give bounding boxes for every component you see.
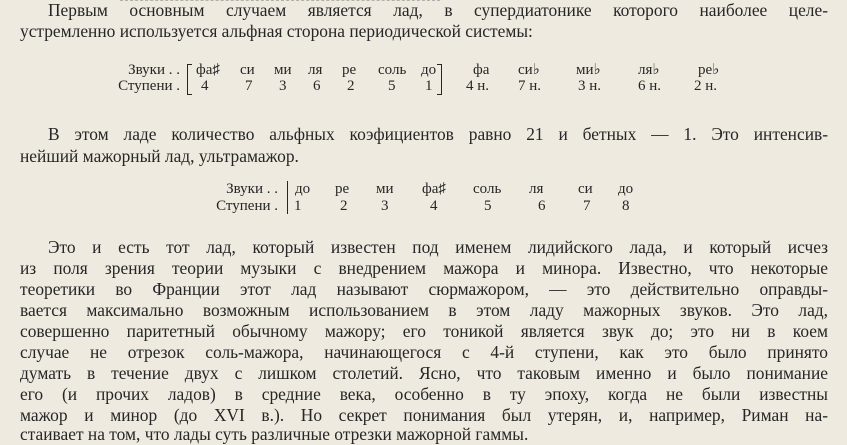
para2-line-1: В этом ладе количество альфных коэфициентов равно 21 и бетных — 1. Это интенсив- — [48, 124, 828, 144]
table2-sound: си — [578, 181, 593, 197]
table1-sound: си♭ — [518, 62, 540, 78]
table2-step: 4 — [430, 198, 438, 214]
table1-sound: ми♭ — [576, 62, 601, 78]
para3-line-7: думать в течение двух с лишком столетий. Ясно, что таковым именно и было понимание — [20, 363, 828, 383]
table1-sound: фа♯ — [196, 62, 220, 78]
table2-divider — [287, 181, 288, 214]
table2-sound: ля — [529, 181, 544, 197]
para1-line-1: Первым основным случаем является лад, в супердиатонике которого наиболее целе- — [48, 0, 828, 20]
table1-sound: ми — [274, 62, 292, 78]
table1-sound: ля — [308, 62, 323, 78]
para3-line-2: из поля зрения теории музыки с внедрением мажора и минора. Известно, что некоторые — [20, 258, 828, 278]
para3-line-4: вается максимально возможным использованием в этом ладу мажорных звуков. Это лад, — [20, 300, 828, 320]
table1-sound: до — [421, 62, 437, 78]
table1-sound: соль — [378, 62, 407, 78]
table2-step: 1 — [294, 198, 302, 214]
table1-step: 3 н. — [578, 78, 602, 94]
table1-left-bracket — [187, 64, 192, 95]
table1-sound: ля♭ — [638, 62, 660, 78]
table1-step: 5 — [388, 78, 396, 94]
table2-steps-label: Ступени . — [216, 198, 278, 214]
para3-line-6: случае не отрезок соль-мажора, начинающегося с 4-й ступени, как это было принято — [20, 342, 828, 362]
table1-step: 1 — [425, 78, 433, 94]
para3-line-3: теоретики во Франции этот лад называют сюрмажором, — это действительно оправды- — [20, 279, 828, 299]
para1-line-2: устремленно используется альфная сторона периодической системы: — [20, 21, 533, 41]
table2-step: 2 — [340, 198, 348, 214]
para3-line-9: мажор и минор (до XVI в.). Но секрет понимания был утерян, и, например, Риман на- — [20, 405, 828, 425]
table1-right-bracket — [437, 64, 442, 95]
table2-sound: ре — [335, 181, 350, 197]
table1-sound: ре — [342, 62, 357, 78]
table1-sounds-label: Звуки . . — [128, 62, 180, 78]
table2-step: 8 — [622, 198, 630, 214]
table1-step: 6 н. — [638, 78, 662, 94]
table2-step: 6 — [538, 198, 546, 214]
table2-step: 5 — [484, 198, 492, 214]
table1-sound: ре♭ — [698, 62, 720, 78]
table1-sound: си — [240, 62, 255, 78]
table2-sound: до — [618, 181, 634, 197]
table2-sounds-label: Звуки . . — [226, 181, 278, 197]
table1-steps-label: Ступени . — [118, 78, 180, 94]
table1-step: 2 н. — [694, 78, 718, 94]
para3-line-8: его (и прочих ладов) в средние века, особенно в ту эпоху, когда не были известны — [20, 384, 828, 404]
para2-line-2: нейший мажорный лад, ультрамажор. — [20, 146, 299, 166]
table1-step: 2 — [347, 78, 355, 94]
table2-step: 3 — [381, 198, 389, 214]
table2-step: 7 — [583, 198, 591, 214]
table2-sound: ми — [376, 181, 394, 197]
para3-line-1: Это и есть тот лад, который известен под именем лидийского лада, и который исчез — [48, 237, 828, 257]
table1-sound: фа — [473, 62, 490, 78]
para3-line-5: совершенно паритетный обычному мажору; его тоникой является звук до; это ни в коем — [20, 321, 828, 341]
table1-step: 4 — [201, 78, 209, 94]
table2-sound: фа♯ — [422, 181, 446, 197]
table1-step: 6 — [313, 78, 321, 94]
table2-sound: соль — [473, 181, 502, 197]
table1-step: 4 н. — [466, 78, 490, 94]
table1-step: 7 н. — [518, 78, 542, 94]
table1-step: 3 — [279, 78, 287, 94]
table1-step: 7 — [245, 78, 253, 94]
table2-sound: до — [295, 181, 311, 197]
para3-line-10: стаивает на том, что лады суть различные отрезки мажорной гаммы. — [20, 424, 529, 444]
